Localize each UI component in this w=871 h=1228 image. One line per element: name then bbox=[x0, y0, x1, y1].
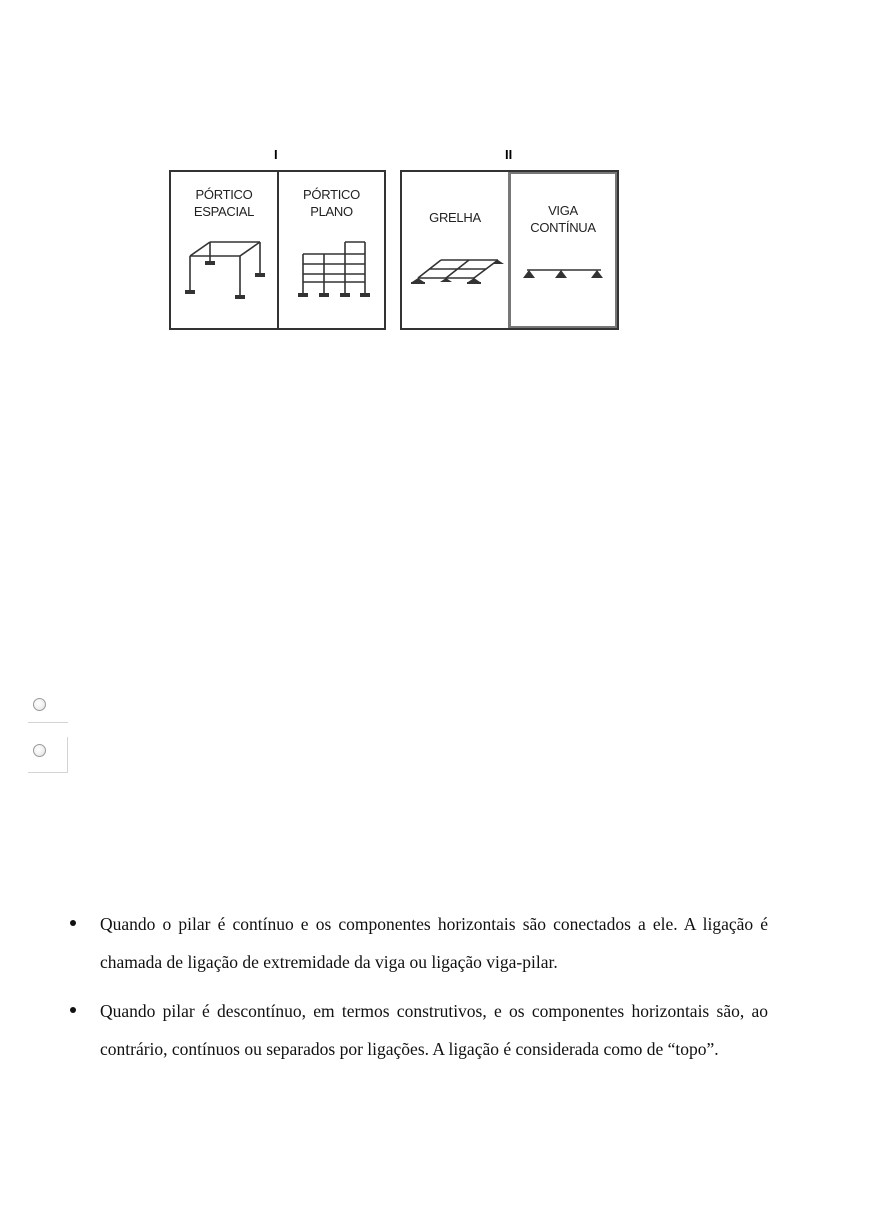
cell-title-line1: VIGA bbox=[548, 203, 578, 218]
continuous-beam-icon bbox=[519, 262, 609, 286]
option-divider-vertical bbox=[67, 737, 68, 773]
cell-title-line1: PÓRTICO bbox=[303, 187, 360, 202]
list-item bbox=[68, 992, 768, 1068]
cell-title-viga-continua bbox=[511, 202, 615, 236]
cell-grelha bbox=[402, 172, 511, 328]
bullet-text: Quando pilar é descontínuo, em termos construtivos, e os componentes horizontais são, ao contrário, contínuos ou separados por ligações. A ligação é considerada como de “topo”. bbox=[100, 1001, 768, 1059]
figure-label-ii: II bbox=[505, 147, 513, 162]
cell-title-portico-plano bbox=[279, 186, 384, 220]
cell-title-line1: PÓRTICO bbox=[195, 187, 253, 202]
cell-title-line2: ESPACIAL bbox=[193, 204, 255, 219]
bullet-text: Quando o pilar é contínuo e os componentes horizontais são conectados a ele. A ligação é chamada de ligação de extremidade da viga ou ligação viga-pilar. bbox=[100, 914, 768, 972]
cell-title-portico-espacial bbox=[171, 186, 277, 220]
option-divider-bottom bbox=[28, 772, 68, 773]
cell-portico-espacial bbox=[171, 172, 279, 328]
grid-icon bbox=[406, 252, 506, 292]
option-radio-1[interactable] bbox=[33, 698, 46, 711]
option-divider-horizontal bbox=[28, 722, 68, 723]
cell-viga-continua bbox=[511, 172, 617, 328]
bullet-dot-icon bbox=[70, 1007, 76, 1013]
figure-panel-i bbox=[169, 170, 386, 330]
cell-title-grelha bbox=[402, 209, 508, 226]
cell-title-line2: PLANO bbox=[310, 204, 353, 219]
figure-label-i: I bbox=[274, 147, 278, 162]
cell-title-line2: CONTÍNUA bbox=[530, 220, 596, 235]
option-radio-2[interactable] bbox=[33, 744, 46, 757]
bullet-list bbox=[68, 905, 768, 1079]
plane-frame-icon bbox=[293, 234, 373, 304]
bullet-dot-icon bbox=[70, 920, 76, 926]
cell-title-line1: GRELHA bbox=[429, 210, 481, 225]
cell-portico-plano bbox=[279, 172, 384, 328]
space-frame-icon bbox=[180, 236, 270, 306]
figure-panel-ii bbox=[400, 170, 619, 330]
list-item bbox=[68, 905, 768, 981]
